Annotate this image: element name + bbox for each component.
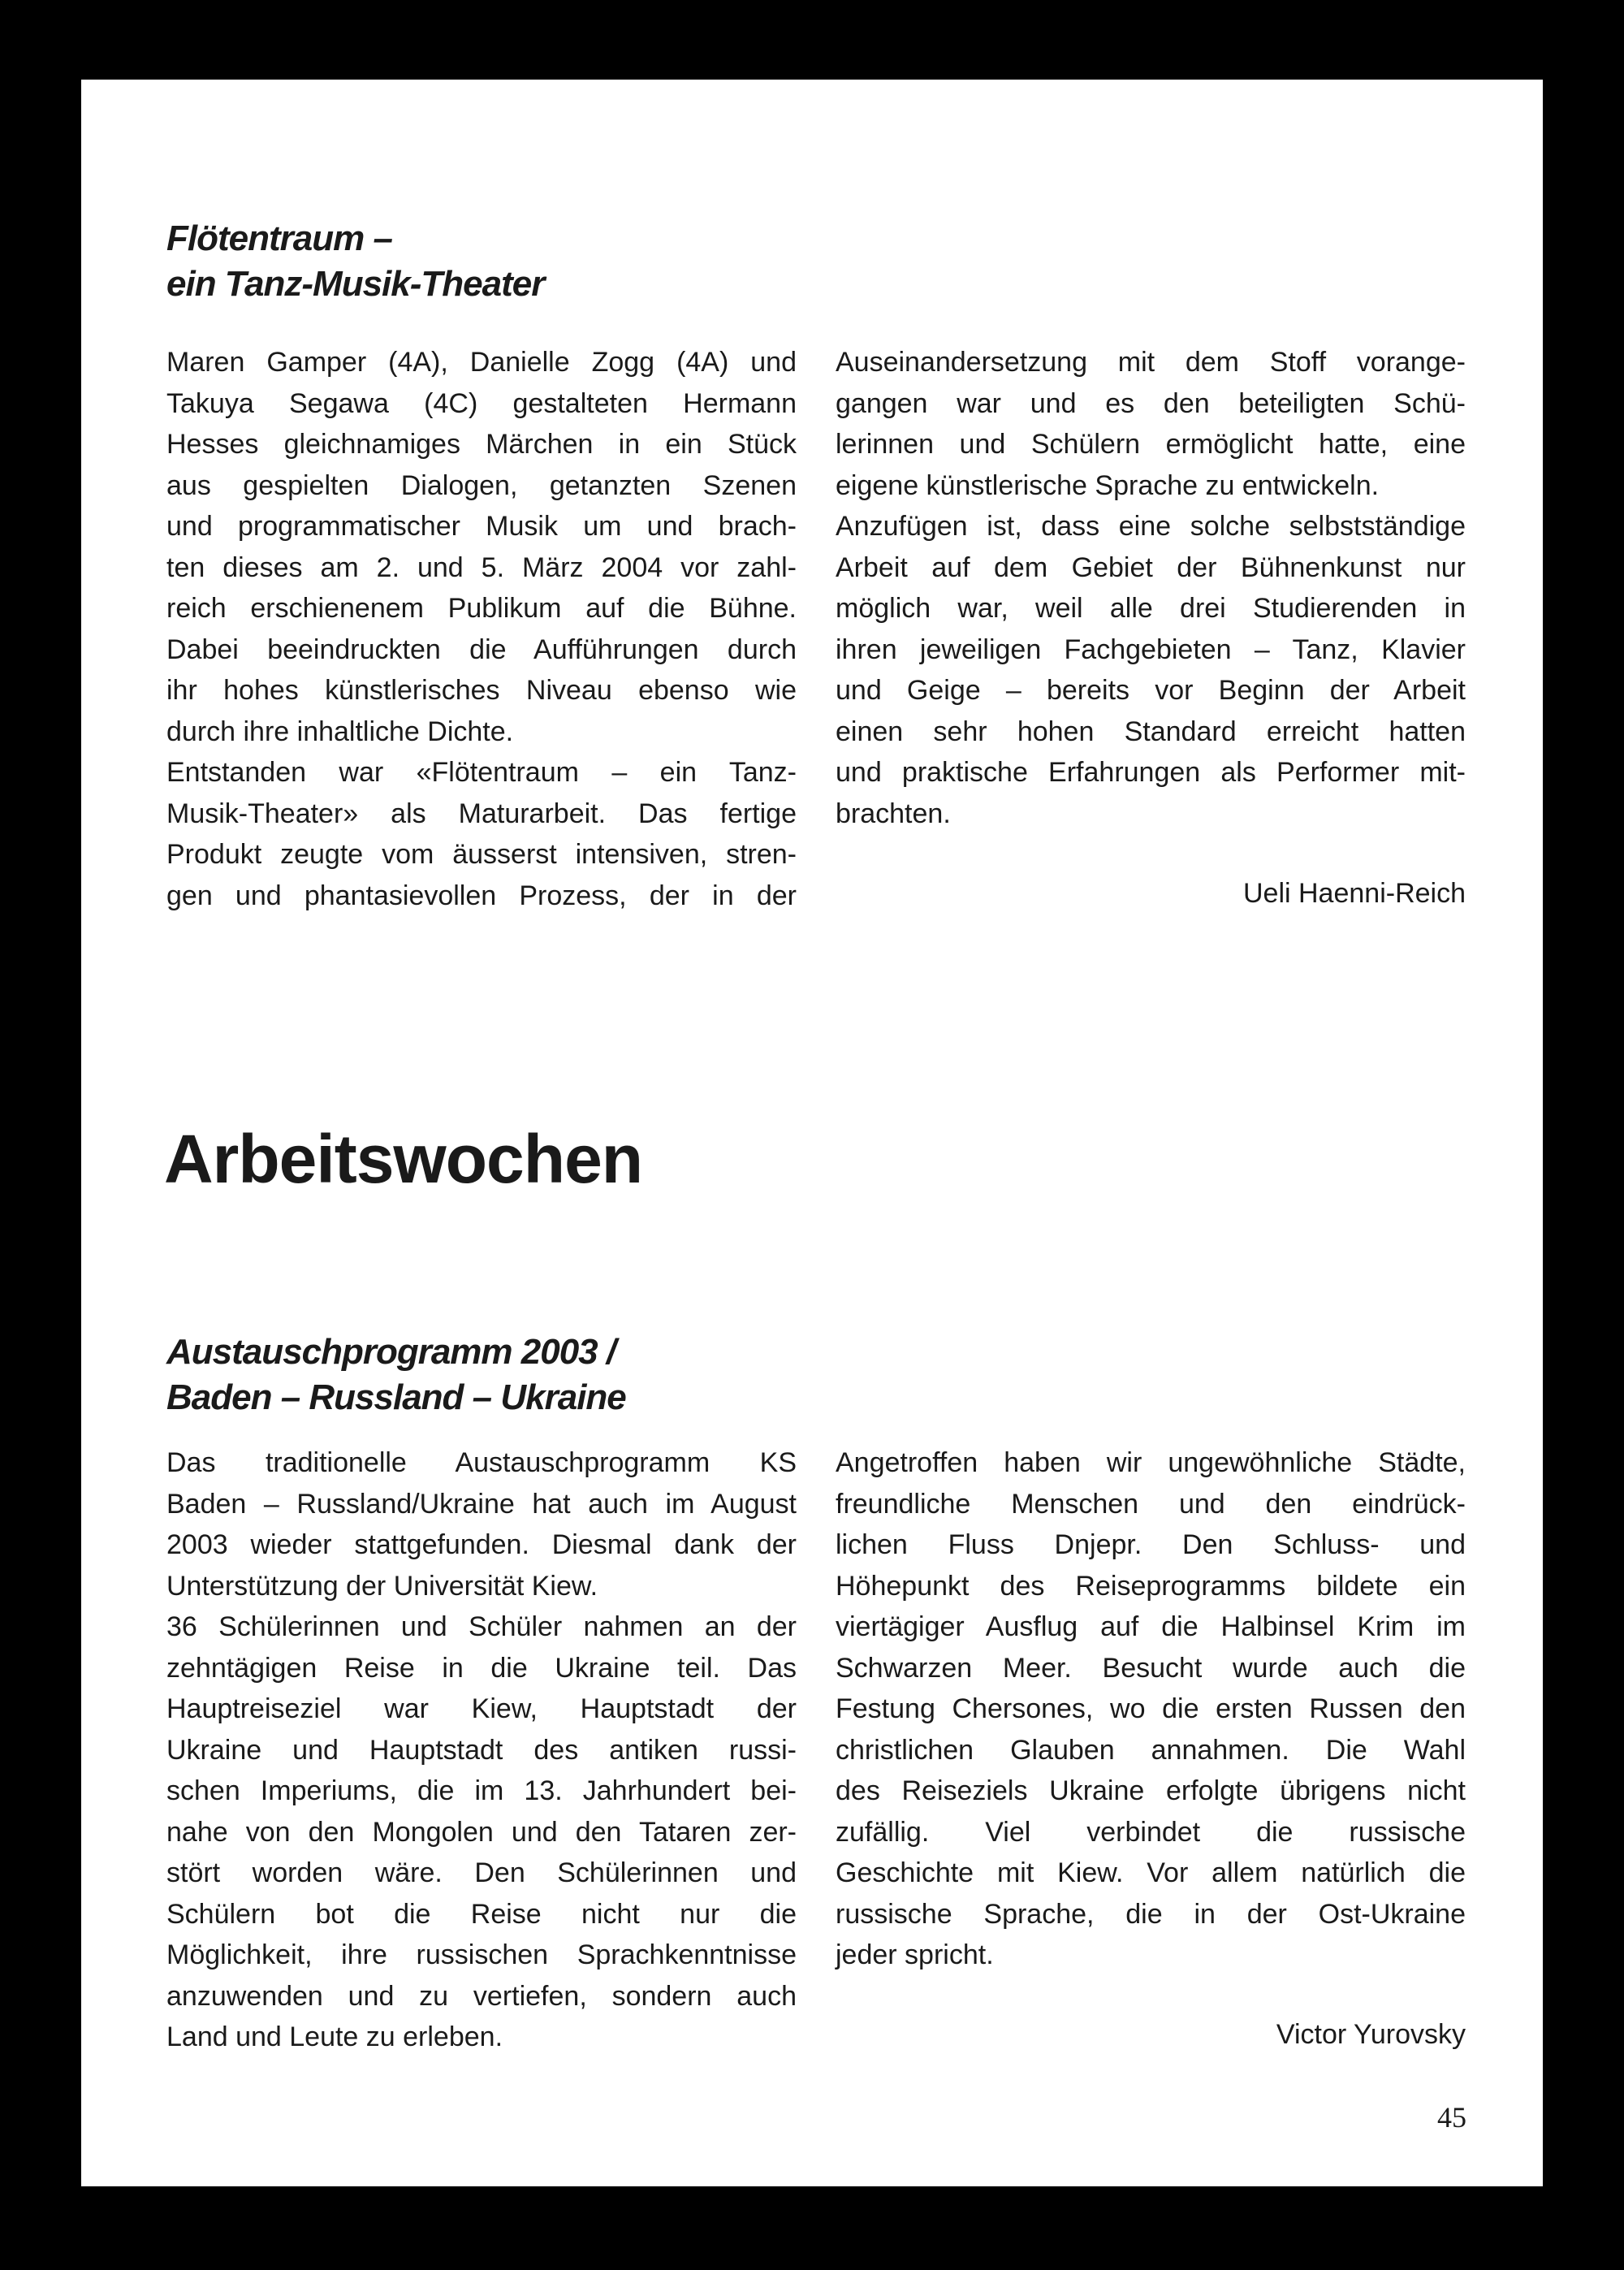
article-right-column [836,342,1466,834]
text-line: Schülern bot die Reise nicht nur die [166,1898,797,1930]
page-number: 45 [1437,2101,1466,2134]
text-line: freundliche Menschen und den eindrück- [836,1488,1466,1520]
article-right-column [836,1442,1466,1976]
text-line: lerinnen und Schülern ermöglicht hatte, eine [836,429,1466,460]
text-line: und Geige – bereits vor Beginn der Arbeit [836,675,1466,706]
text-line: Produkt zeugte vom äusserst intensiven, stren- [166,839,797,870]
title-line: Baden – Russland – Ukraine [166,1377,626,1417]
text-line: Anzufügen ist, dass eine solche selbstständige [836,511,1466,542]
article-left-column [166,342,797,916]
text-line: durch ihre inhaltliche Dichte. [166,716,514,747]
text-line: jeder spricht. [836,1939,994,1970]
title-line: ein Tanz-Musik-Theater [166,264,545,304]
text-line: Hauptreiseziel war Kiew, Hauptstadt der [166,1693,797,1724]
text-line: Baden – Russland/Ukraine hat auch im August [166,1488,797,1520]
text-line: Festung Chersones, wo die ersten Russen den [836,1693,1466,1724]
text-line: ten dieses am 2. und 5. März 2004 vor zahl- [166,551,797,583]
text-line: reich erschienenem Publikum auf die Bühne. [166,593,797,624]
text-line: Auseinandersetzung mit dem Stoff vorange- [836,347,1466,378]
text-line: ihren jeweiligen Fachgebieten – Tanz, Klavier [836,633,1466,665]
text-line: 36 Schülerinnen und Schüler nahmen an der [166,1611,797,1642]
text-line: des Reiseziels Ukraine erfolgte übrigens nicht [836,1775,1466,1806]
text-line: schen Imperiums, die im 13. Jahrhundert bei- [166,1775,797,1806]
text-line: und programmatischer Musik um und brach- [166,511,797,542]
text-line: Hesses gleichnamiges Märchen in ein Stück [166,429,797,460]
text-line: stört worden wäre. Den Schülerinnen und [166,1857,797,1888]
text-line: Schwarzen Meer. Besucht wurde auch die [836,1652,1466,1684]
text-line: Land und Leute zu erleben. [166,2021,503,2052]
author-signature: Ueli Haenni-Reich [1242,878,1466,909]
text-line: aus gespielten Dialogen, getanzten Szenen [166,469,797,501]
text-line: anzuwenden und zu vertiefen, sondern auch [166,1980,797,2012]
text-line: zehntägigen Reise in die Ukraine teil. Das [166,1652,797,1684]
text-line: Entstanden war «Flötentraum – ein Tanz- [166,757,797,788]
article-title [166,1330,626,1420]
text-line: Das traditionelle Austauschprogramm KS [166,1447,797,1478]
text-line: Höhepunkt des Reiseprogramms bildete ein [836,1570,1466,1602]
text-line: viertägiger Ausflug auf die Halbinsel Krim im [836,1611,1466,1642]
text-line: Arbeit auf dem Gebiet der Bühnenkunst nur [836,551,1466,583]
text-line: Möglichkeit, ihre russischen Sprachkenntnisse [166,1939,797,1970]
text-line: Angetroffen haben wir ungewöhnliche Städte, [836,1447,1466,1478]
text-line: eigene künstlerische Sprache zu entwickeln. [836,469,1380,501]
text-line: gangen war und es den beteiligten Schü- [836,387,1466,419]
text-line: 2003 wieder stattgefunden. Diesmal dank der [166,1529,797,1560]
article-left-column [166,1442,797,2058]
section-heading: Arbeitswochen [164,1121,643,1197]
text-line: zufällig. Viel verbindet die russische [836,1816,1466,1848]
text-line: christlichen Glauben annahmen. Die Wahl [836,1734,1466,1766]
author-signature: Victor Yurovsky [1276,2019,1466,2050]
document-page [81,80,1543,2186]
text-line: russische Sprache, die in der Ost-Ukraine [836,1898,1466,1930]
text-line: einen sehr hohen Standard erreicht hatten [836,716,1466,747]
text-line: Maren Gamper (4A), Danielle Zogg (4A) und [166,347,797,378]
text-line: Takuya Segawa (4C) gestalteten Hermann [166,387,797,419]
article-title [166,216,544,307]
title-line: Flötentraum – [166,218,392,258]
text-line: Dabei beeindruckten die Aufführungen durch [166,633,797,665]
text-line: nahe von den Mongolen und den Tataren zer- [166,1816,797,1848]
text-line: gen und phantasievollen Prozess, der in der [166,880,797,911]
text-line: Musik-Theater» als Maturarbeit. Das fertige [166,798,797,829]
text-line: möglich war, weil alle drei Studierenden in [836,593,1466,624]
text-line: ihr hohes künstlerisches Niveau ebenso wie [166,675,797,706]
text-line: lichen Fluss Dnjepr. Den Schluss- und [836,1529,1466,1560]
title-line: Austauschprogramm 2003 / [166,1332,616,1372]
text-line: und praktische Erfahrungen als Performer mit- [836,757,1466,788]
text-line: brachten. [836,798,951,829]
text-line: Geschichte mit Kiew. Vor allem natürlich die [836,1857,1466,1888]
text-line: Ukraine und Hauptstadt des antiken russi- [166,1734,797,1766]
text-line: Unterstützung der Universität Kiew. [166,1570,598,1602]
